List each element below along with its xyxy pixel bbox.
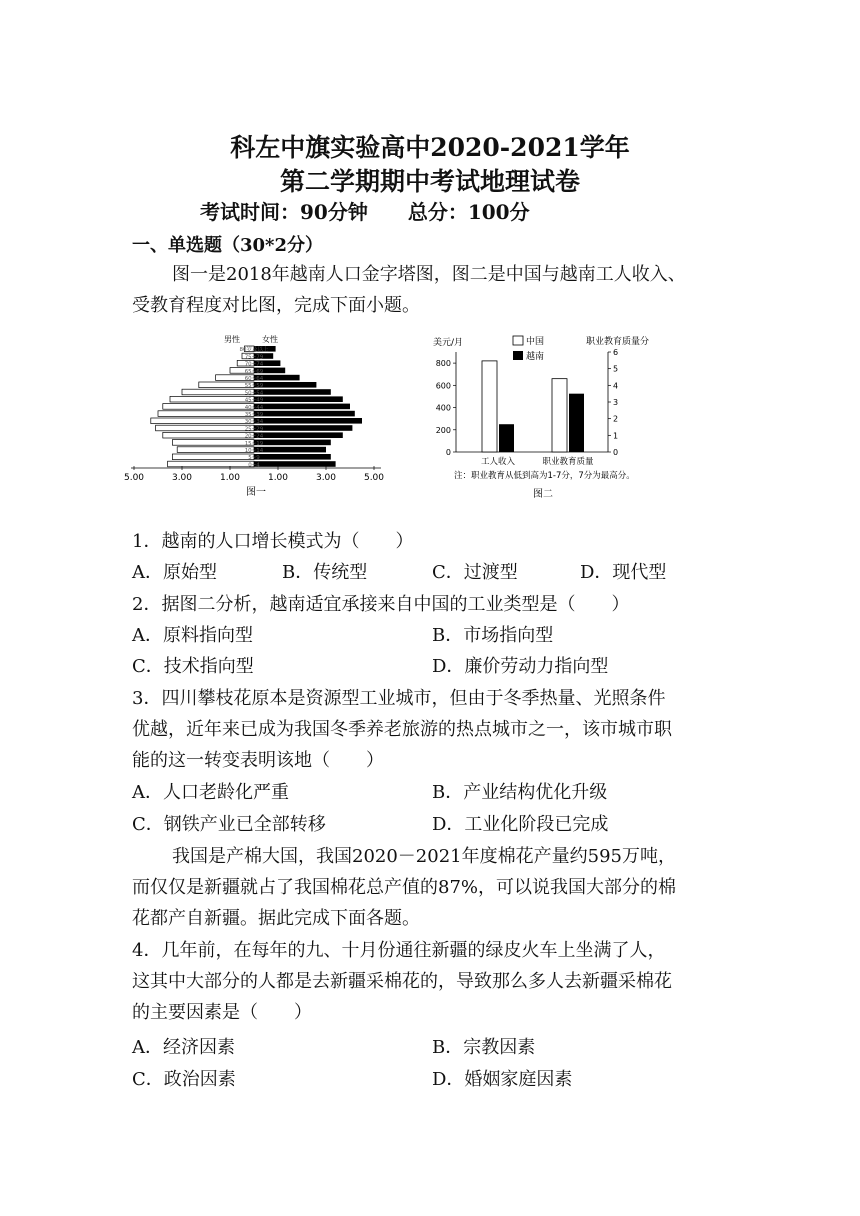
pyramid-age-label: 75~79 xyxy=(244,354,264,361)
legend-vietnam-swatch xyxy=(513,351,523,360)
pyramid-age-label: 40~44 xyxy=(244,404,264,411)
question-3-line: 3．四川攀枝花原本是资源型工业城市，但由于冬季热量、光照条件 xyxy=(132,688,666,709)
q4-option-b[interactable]: B．宗教因素 xyxy=(432,1037,536,1058)
intro-line: 图一是2018年越南人口金字塔图，图二是中国与越南工人收入、 xyxy=(172,264,686,285)
category-label: 工人收入 xyxy=(480,457,516,467)
pyramid-age-label: 25~29 xyxy=(244,426,264,433)
pyramid-female-bar xyxy=(254,440,331,446)
section-heading: 一、单选题（30*2分） xyxy=(132,235,323,256)
pyramid-female-bar xyxy=(254,389,331,395)
right-tick-label: 1 xyxy=(613,431,619,441)
population-pyramid-figure xyxy=(123,330,386,500)
pyramid-female-bar xyxy=(254,411,355,417)
pyramid-female-bar xyxy=(254,396,343,402)
pyramid-male-bar xyxy=(172,454,254,460)
question-4-line: 的主要因素是（ ） xyxy=(132,1002,312,1023)
pyramid-age-label: 50~54 xyxy=(244,390,264,397)
bar-china xyxy=(552,379,567,452)
passage-line: 我国是产棉大国，我国2020－2021年度棉花产量约595万吨， xyxy=(172,846,676,867)
male-label: 男性 xyxy=(224,335,240,344)
question-3-line: 能的这一转变表明该地（ ） xyxy=(132,750,384,771)
pyramid-male-bar xyxy=(168,461,254,467)
pyramid-tick-label: 5.00 xyxy=(363,473,385,483)
female-label: 女性 xyxy=(262,335,278,344)
question-2: 2．据图二分析，越南适宜承接来自中国的工业类型是（ ） xyxy=(132,594,630,615)
pyramid-male-bar xyxy=(156,425,254,431)
pyramid-female-bar xyxy=(254,454,331,460)
q1-option-a[interactable]: A．原始型 xyxy=(132,562,217,583)
question-4-line: 这其中大部分的人都是去新疆采棉花的，导致那么多人去新疆采棉花 xyxy=(132,971,672,992)
exam-info: 考试时间：90分钟 总分：100分 xyxy=(200,200,530,224)
legend-china-swatch xyxy=(513,336,523,345)
pyramid-age-label: 5~9 xyxy=(248,455,260,462)
pyramid-male-bar xyxy=(151,418,254,424)
passage-line: 而仅仅是新疆就占了我国棉花总产值的87%，可以说我国大部分的棉 xyxy=(132,877,677,898)
pyramid-age-label: 15~19 xyxy=(244,440,264,447)
q2-option-c[interactable]: C．技术指向型 xyxy=(132,656,254,677)
pyramid-age-label: 10~14 xyxy=(244,448,264,454)
pyramid-male-bar xyxy=(172,440,254,446)
q3-option-a[interactable]: A．人口老龄化严重 xyxy=(132,782,289,803)
intro-line: 受教育程度对比图，完成下面小题。 xyxy=(132,295,420,316)
pyramid-tick-label: 3.00 xyxy=(315,473,337,483)
pyramid-age-label: 80岁及以上 xyxy=(239,347,269,354)
pyramid-female-bar xyxy=(254,461,336,467)
pyramid-male-bar xyxy=(163,432,254,438)
left-tick-label: 0 xyxy=(445,448,451,457)
q2-option-d[interactable]: D．廉价劳动力指向型 xyxy=(432,656,609,677)
pyramid-female-bar xyxy=(254,404,350,410)
pyramid-age-label: 65~69 xyxy=(244,368,264,375)
pyramid-female-bar xyxy=(254,447,326,453)
pyramid-age-label: 0~4 xyxy=(248,462,260,469)
pyramid-age-label: 20~24 xyxy=(244,433,264,440)
q1-option-b[interactable]: B．传统型 xyxy=(282,562,368,583)
left-tick-label: 800 xyxy=(435,359,451,369)
pyramid-tick-label: 1.00 xyxy=(219,473,241,483)
pyramid-male-bar xyxy=(170,396,254,402)
pyramid-age-label: 30~34 xyxy=(244,419,264,426)
pyramid-age-label: 55~59 xyxy=(244,383,264,390)
figure1-caption: 图一 xyxy=(246,487,266,498)
right-tick-label: 2 xyxy=(613,414,619,424)
right-tick-label: 3 xyxy=(613,398,619,407)
bar-china xyxy=(482,361,497,452)
right-tick-label: 4 xyxy=(613,381,619,391)
q4-option-a[interactable]: A．经济因素 xyxy=(132,1037,235,1058)
right-axis-label: 职业教育质量分 xyxy=(586,337,650,347)
right-tick-label: 5 xyxy=(613,364,619,374)
pyramid-female-bar xyxy=(254,382,316,388)
q2-option-a[interactable]: A．原料指向型 xyxy=(132,625,253,646)
bar-vietnam xyxy=(499,424,514,452)
pyramid-male-bar xyxy=(158,411,254,417)
q4-option-d[interactable]: D．婚姻家庭因素 xyxy=(432,1069,573,1090)
bar-vietnam xyxy=(569,394,584,452)
question-4-line: 4．几年前，在每年的九、十月份通往新疆的绿皮火车上坐满了人， xyxy=(132,940,666,961)
q3-option-b[interactable]: B．产业结构优化升级 xyxy=(432,782,608,803)
q2-option-b[interactable]: B．市场指向型 xyxy=(432,625,554,646)
pyramid-tick-label: 1.00 xyxy=(267,473,289,483)
pyramid-age-label: 70~74 xyxy=(244,361,264,368)
pyramid-tick-label: 5.00 xyxy=(123,473,145,483)
q4-option-c[interactable]: C．政治因素 xyxy=(132,1069,236,1090)
pyramid-male-bar xyxy=(177,447,254,453)
legend-vietnam: 越南 xyxy=(526,352,545,362)
category-label: 职业教育质量 xyxy=(542,457,594,467)
q1-option-c[interactable]: C．过渡型 xyxy=(432,562,518,583)
income-education-chart xyxy=(428,330,728,505)
pyramid-female-bar xyxy=(254,425,352,431)
left-tick-label: 600 xyxy=(435,381,451,391)
exam-title-line1: 科左中旗实验高中2020-2021学年 xyxy=(230,133,630,162)
pyramid-age-label: 60~64 xyxy=(244,376,264,382)
pyramid-age-label: 35~39 xyxy=(244,412,264,418)
exam-title-line2: 第二学期期中考试地理试卷 xyxy=(279,167,580,196)
left-tick-label: 200 xyxy=(435,425,451,435)
question-3-line: 优越，近年来已成为我国冬季养老旅游的热点城市之一，该市城市职 xyxy=(132,719,672,740)
right-tick-label: 0 xyxy=(613,448,619,457)
pyramid-female-bar xyxy=(254,432,343,438)
pyramid-age-label: 45~49 xyxy=(244,397,264,404)
left-tick-label: 400 xyxy=(435,403,451,413)
pyramid-tick-label: 3.00 xyxy=(171,473,193,483)
legend-china: 中国 xyxy=(526,337,545,347)
pyramid-female-bar xyxy=(254,418,362,424)
figure2-caption: 图二 xyxy=(533,489,553,500)
q1-option-d[interactable]: D．现代型 xyxy=(580,562,667,583)
pyramid-male-bar xyxy=(163,404,254,410)
note-text: 注：职业教育从低到高为1-7分，7分为最高分。 xyxy=(454,471,635,481)
q3-option-c[interactable]: C．钢铁产业已全部转移 xyxy=(132,814,326,835)
q3-option-d[interactable]: D．工业化阶段已完成 xyxy=(432,814,609,835)
left-axis-label: 美元/月 xyxy=(433,338,464,348)
question-1: 1．越南的人口增长模式为（ ） xyxy=(132,531,414,552)
passage-line: 花都产自新疆。据此完成下面各题。 xyxy=(132,908,420,929)
pyramid-male-bar xyxy=(182,389,254,395)
right-tick-label: 6 xyxy=(613,348,619,357)
